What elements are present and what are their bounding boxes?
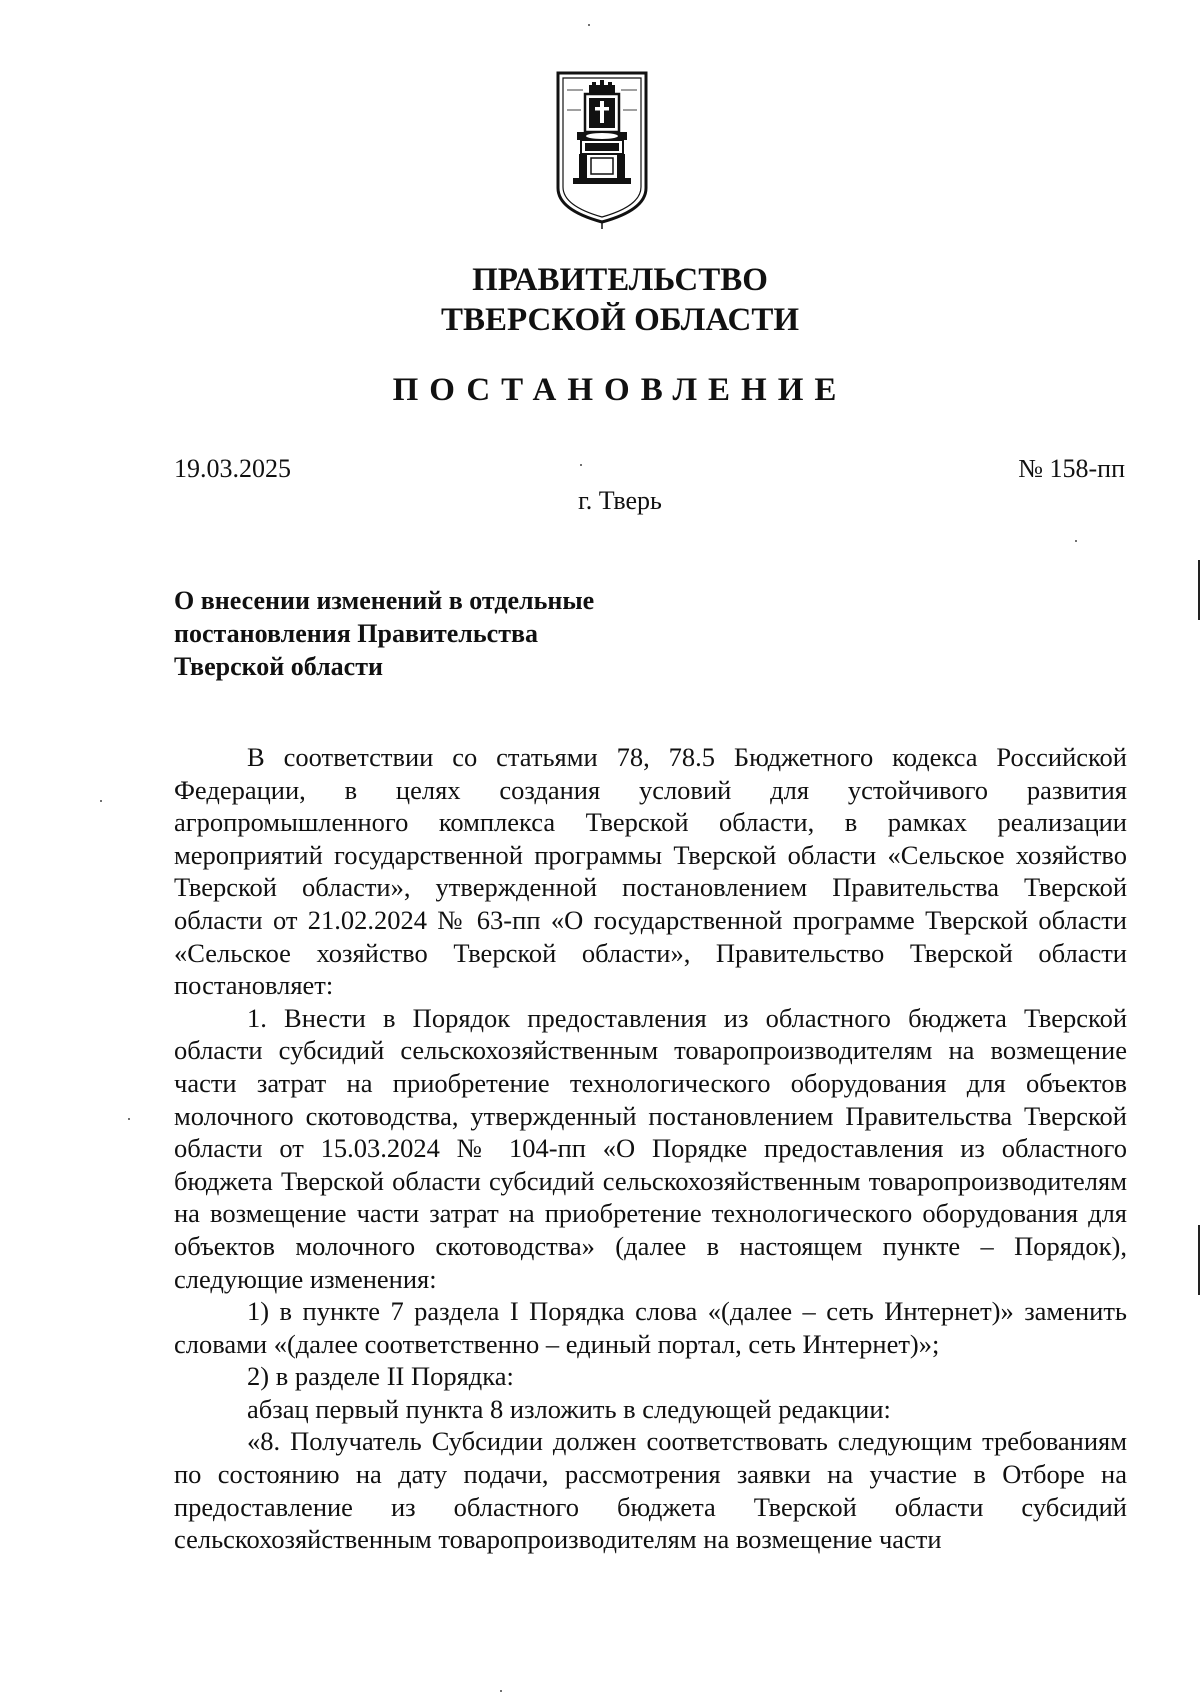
scan-speck	[500, 1690, 502, 1692]
body-paragraph: В соответствии со статьями 78, 78.5 Бюджетного кодекса Российской Федерации, в целях создания условий для устойчивого развития агропромышленного комплекса Тверской области, в рамках реализации мероприятий государственной программы Тверской области «Сельское хозяйство Тверской области», утвержденной постановлением Правительства Тверской области от 21.02.2024 № 63-пп «О государственной программе Тверской области «Сельское хозяйство Тверской области», Правительство Тверской области постановляет:	[174, 742, 1127, 1001]
document-subject	[174, 584, 774, 683]
body-paragraph: «8. Получатель Субсидии должен соответствовать следующим требованиям по состоянию на дату подачи, рассмотрения заявки на участие в Отборе на предоставление из областного бюджета Тверской области субсидий сельскохозяйственным товаропроизводителям на возмещение части	[174, 1426, 1127, 1555]
document-type: ПОСТАНОВЛЕНИЕ	[392, 372, 848, 408]
document-date: 19.03.2025	[174, 454, 291, 483]
document-number: № 158-пп	[1018, 454, 1125, 483]
scan-speck	[588, 24, 590, 26]
government-title	[0, 260, 1200, 340]
subject-line1: О внесении изменений в отдельные	[174, 586, 595, 615]
subject-line3: Тверской области	[174, 652, 383, 681]
scan-speck	[100, 800, 102, 802]
body-paragraph: 1. Внести в Порядок предоставления из областного бюджета Тверской области субсидий сельскохозяйственным товаропроизводителям на возмещение части затрат на приобретение технологического оборудования для объектов молочного скотоводства, утвержденный постановлением Правительства Тверской области от 15.03.2024 № 104-пп «О Порядке предоставления из областного бюджета Тверской области субсидий сельскохозяйственным товаропроизводителям на возмещение части затрат на приобретение технологического оборудования для объектов молочного скотоводства» (далее в настоящем пункте – Порядок), следующие изменения:	[174, 1002, 1127, 1294]
subject-line2: постановления Правительства	[174, 619, 538, 648]
coat-of-arms-icon	[555, 70, 649, 230]
body-paragraph: 1) в пункте 7 раздела I Порядка слова «(далее – сеть Интернет)» заменить словами «(далее соответственно – единый портал, сеть Интернет)»;	[174, 1296, 1127, 1359]
document-body	[174, 741, 1127, 1556]
government-title-line1: ПРАВИТЕЛЬСТВО	[472, 262, 768, 298]
body-paragraph: 2) в разделе II Порядка:	[247, 1361, 514, 1392]
scan-speck	[1075, 540, 1077, 542]
scan-speck	[580, 464, 582, 466]
government-title-line2: ТВЕРСКОЙ ОБЛАСТИ	[440, 302, 800, 338]
document-city: г. Тверь	[578, 486, 662, 515]
scan-speck	[128, 1118, 130, 1120]
body-paragraph: абзац первый пункта 8 изложить в следующей редакции:	[247, 1393, 891, 1424]
